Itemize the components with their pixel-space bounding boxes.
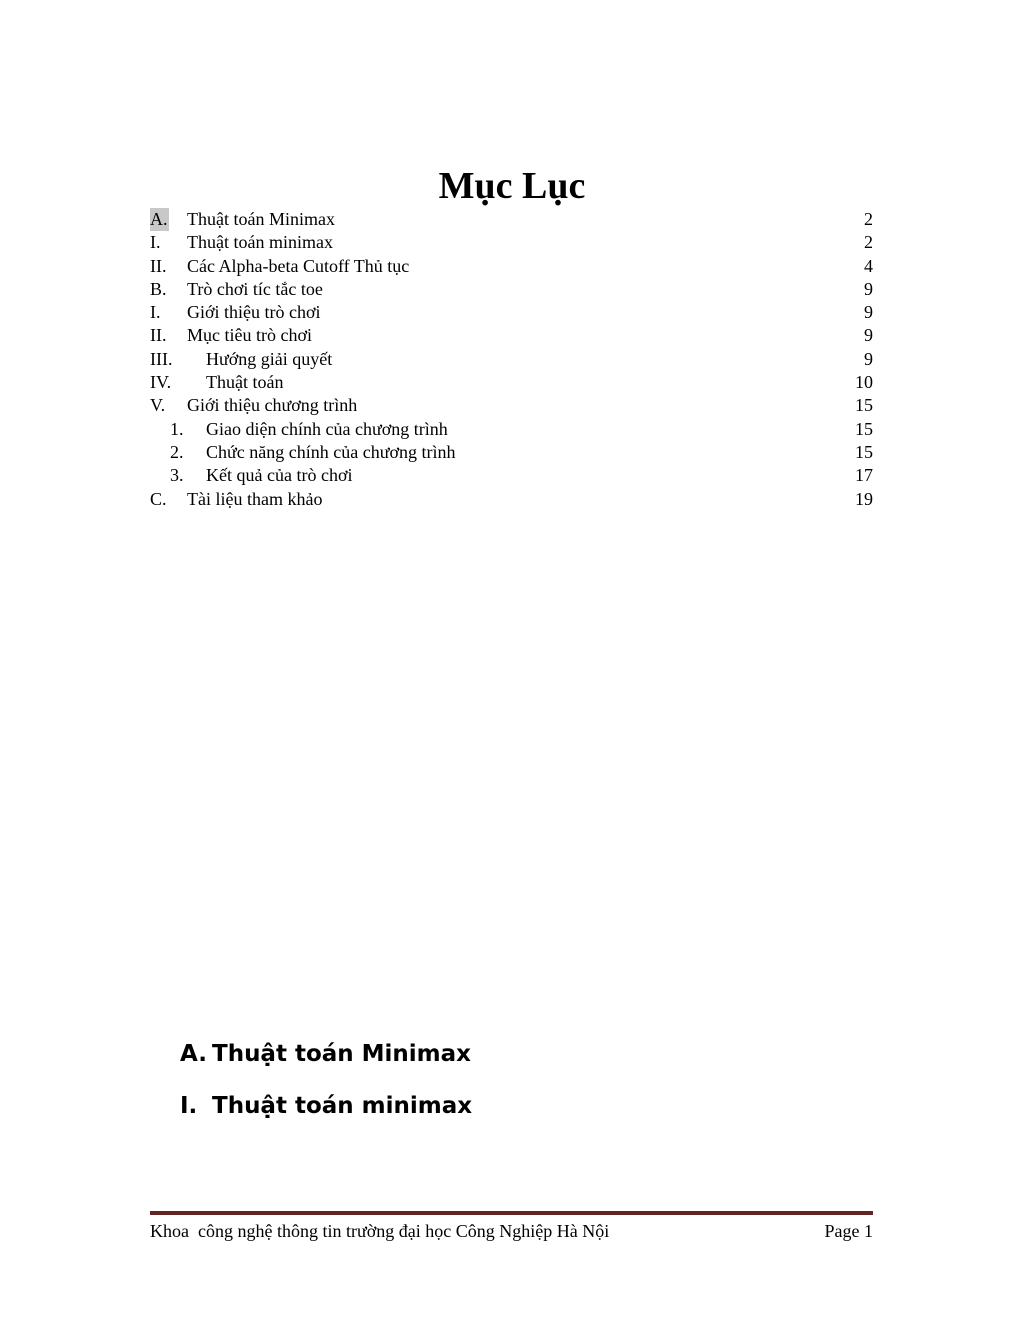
toc-entry-text: Chức năng chính của chương trình bbox=[206, 441, 456, 462]
toc-entry-page: 9 bbox=[864, 325, 873, 346]
toc-entry-text: Giới thiệu trò chơi bbox=[187, 302, 321, 323]
toc-entry-text: Thuật toán minimax bbox=[187, 232, 333, 253]
toc-entry-page: 9 bbox=[864, 278, 873, 299]
footer-text: Khoa công nghệ thông tin trường đại học Công Nghiệp Hà Nội bbox=[150, 1221, 610, 1241]
toc-entry-page: 15 bbox=[855, 395, 873, 416]
toc-entry-b-v-2[interactable] bbox=[150, 441, 873, 464]
toc-entry-number: 1. bbox=[170, 418, 184, 439]
toc-entry-text: Tài liệu tham khảo bbox=[187, 488, 323, 509]
toc-entry-number: II. bbox=[150, 325, 167, 346]
toc-entry-b-v-3[interactable] bbox=[150, 464, 873, 487]
toc-entry-text: Trò chơi tíc tắc toe bbox=[187, 278, 323, 299]
toc-entry-number: 3. bbox=[170, 465, 184, 486]
toc-entry-b-i[interactable] bbox=[150, 301, 873, 324]
toc-entry-text: Các Alpha-beta Cutoff Thủ tục bbox=[187, 255, 410, 276]
toc-entry-page: 19 bbox=[855, 488, 873, 509]
toc-entry-a-ii[interactable] bbox=[150, 255, 873, 278]
toc-entry-c[interactable] bbox=[150, 488, 873, 511]
page-title: Mục Lục bbox=[438, 165, 586, 207]
toc-entry-a-i[interactable] bbox=[150, 231, 873, 254]
toc-entry-number: 2. bbox=[170, 441, 184, 462]
toc-entry-text: Mục tiêu trò chơi bbox=[187, 325, 312, 346]
toc-entry-b[interactable] bbox=[150, 278, 873, 301]
toc-entry-number: A. bbox=[150, 208, 169, 231]
toc-entry-page: 2 bbox=[864, 232, 873, 253]
page-number: Page 1 bbox=[824, 1221, 873, 1241]
toc-entry-text: Thuật toán Minimax bbox=[187, 209, 335, 229]
toc-entry-text: Kết quả của trò chơi bbox=[206, 465, 353, 486]
toc-entry-number: II. bbox=[150, 255, 167, 276]
toc-entry-page: 2 bbox=[864, 209, 873, 229]
section-heading-number: A. bbox=[180, 1041, 207, 1067]
toc-entry-page: 9 bbox=[864, 348, 873, 369]
section-heading-text: Thuật toán minimax bbox=[212, 1093, 473, 1119]
toc-entry-number: I. bbox=[150, 232, 161, 253]
toc-entry-number: C. bbox=[150, 488, 167, 509]
toc-entry-text: Giao diện chính của chương trình bbox=[206, 418, 448, 439]
section-heading-a bbox=[180, 1038, 471, 1070]
toc-entry-number: B. bbox=[150, 278, 167, 299]
toc-entry-text: Thuật toán bbox=[206, 372, 284, 393]
toc-entry-number: III. bbox=[150, 348, 173, 369]
toc-entry-a[interactable] bbox=[150, 208, 873, 231]
toc-entry-number: V. bbox=[150, 395, 166, 416]
toc-entry-page: 10 bbox=[855, 372, 873, 393]
toc-entry-b-iv[interactable] bbox=[150, 371, 873, 394]
toc-entry-page: 9 bbox=[864, 302, 873, 323]
table-of-contents bbox=[150, 208, 873, 511]
footer-divider bbox=[150, 1211, 873, 1215]
toc-entry-page: 15 bbox=[855, 441, 873, 462]
toc-entry-b-v[interactable] bbox=[150, 394, 873, 417]
toc-entry-text: Giới thiệu chương trình bbox=[187, 395, 358, 416]
toc-entry-text: Hướng giải quyết bbox=[206, 348, 333, 369]
toc-entry-number: IV. bbox=[150, 372, 172, 393]
section-heading-number: I. bbox=[180, 1093, 198, 1119]
toc-entry-page: 15 bbox=[855, 418, 873, 439]
toc-entry-page: 4 bbox=[864, 255, 873, 276]
toc-entry-page: 17 bbox=[855, 465, 873, 486]
section-heading-i bbox=[180, 1090, 472, 1122]
toc-entry-number: I. bbox=[150, 302, 161, 323]
toc-entry-b-ii[interactable] bbox=[150, 324, 873, 347]
toc-entry-b-iii[interactable] bbox=[150, 348, 873, 371]
toc-entry-b-v-1[interactable] bbox=[150, 418, 873, 441]
section-heading-text: Thuật toán Minimax bbox=[212, 1041, 472, 1067]
